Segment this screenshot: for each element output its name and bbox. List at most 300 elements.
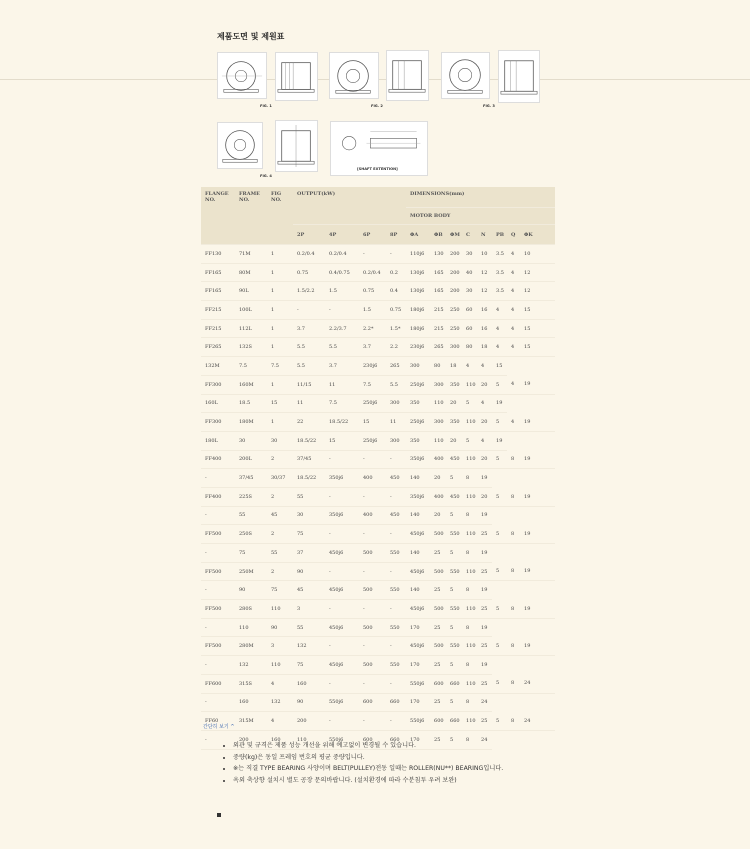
table-cell: - [386, 637, 406, 656]
table-cell: 4 [507, 263, 520, 282]
table-cell: 250M [235, 562, 267, 581]
table-cell: 110 [430, 431, 446, 450]
table-cell: 7.5 [359, 375, 386, 394]
table-cell: - [201, 544, 235, 563]
table-cell: 140 [406, 581, 430, 600]
table-cell: 110 [462, 375, 477, 394]
table-cell: 18 [477, 338, 492, 357]
table-cell: 110 [430, 394, 446, 413]
table-cell: 132 [293, 637, 325, 656]
table-cell: 550j6 [325, 693, 359, 712]
table-cell: 165 [430, 263, 446, 282]
table-cell: - [201, 656, 235, 675]
table-cell: 215 [430, 319, 446, 338]
table-cell: - [386, 450, 406, 469]
table-cell: 300 [386, 394, 406, 413]
table-cell: - [325, 562, 359, 581]
table-cell: 8 [462, 730, 477, 749]
table-cell: - [359, 600, 386, 619]
table-cell: 225S [235, 487, 267, 506]
note-item: • 중량(kg)은 동일 프레임 번호의 평균 중량입니다. [233, 752, 543, 764]
table-row [201, 487, 555, 506]
table-cell: 1 [267, 319, 293, 338]
table-cell: 1.5/2.2 [293, 282, 325, 301]
table-cell: 450j6 [406, 562, 430, 581]
table-cell: 2.2 [386, 338, 406, 357]
table-row [201, 693, 555, 712]
table-cell: - [359, 487, 386, 506]
table-cell: 4 [267, 712, 293, 731]
table-cell: 80 [462, 338, 477, 357]
table-cell: 60 [462, 319, 477, 338]
table-cell: 140 [406, 506, 430, 525]
note-item: • 외관 및 규격은 제품 성능 개선을 위해 예고없이 변경될 수 있습니다. [233, 740, 543, 752]
table-cell: 5 [446, 581, 462, 600]
table-row [201, 674, 555, 693]
table-cell: 550j6 [406, 712, 430, 731]
table-cell: 4 [477, 394, 492, 413]
table-cell: 5 [446, 656, 462, 675]
table-cell: 450 [446, 487, 462, 506]
table-cell: 75 [235, 544, 267, 563]
table-cell: 19 [477, 544, 492, 563]
table-cell: 280M [235, 637, 267, 656]
header-frame: FRAME NO. [235, 187, 267, 245]
table-cell: 80 [430, 357, 446, 376]
table-cell: 550j6 [325, 730, 359, 749]
table-row [201, 245, 555, 264]
table-cell: 5 [446, 730, 462, 749]
collapse-link[interactable]: 간단히 보기 ^ [203, 724, 235, 730]
table-cell: - [386, 712, 406, 731]
table-row [201, 637, 555, 656]
table-cell: 20 [477, 413, 492, 432]
table-cell: 200 [293, 712, 325, 731]
table-cell: - [359, 525, 386, 544]
table-cell: - [359, 245, 386, 264]
table-cell: 1 [267, 338, 293, 357]
table-cell: 110 [235, 618, 267, 637]
table-cell: 15 [520, 338, 555, 357]
table-cell: 170 [406, 656, 430, 675]
table-cell: 15 [492, 357, 507, 376]
fig4-front-view [217, 122, 263, 169]
table-cell: - [201, 469, 235, 488]
header-dim-col: Q [507, 225, 520, 245]
table-cell: 550 [446, 637, 462, 656]
fig2-side-view [386, 50, 429, 101]
table-cell: 24 [477, 730, 492, 749]
table-cell: 550 [386, 656, 406, 675]
table-cell: 2.2* [359, 319, 386, 338]
table-cell: 5 [462, 394, 477, 413]
table-row [201, 282, 555, 301]
table-cell: 8 [507, 712, 520, 731]
table-cell: 5 [492, 712, 507, 731]
table-cell: FF300 [201, 375, 235, 394]
table-row [201, 375, 555, 394]
table-cell: 5 [446, 544, 462, 563]
table-cell: 660 [386, 730, 406, 749]
table-cell: 15 [520, 319, 555, 338]
table-cell: 55 [267, 544, 293, 563]
table-cell: 15 [520, 301, 555, 320]
table-cell: 0.4 [386, 282, 406, 301]
table-cell: 450j6 [325, 544, 359, 563]
table-cell: 90 [293, 693, 325, 712]
table-cell: 315S [235, 674, 267, 693]
table-cell: FF400 [201, 487, 235, 506]
table-cell: 0.75 [293, 263, 325, 282]
table-cell: 110 [462, 637, 477, 656]
table-cell: FF60 [201, 712, 235, 731]
table-cell: 19 [477, 469, 492, 488]
table-cell: 12 [477, 263, 492, 282]
table-cell: 19 [520, 450, 555, 469]
header-dimensions: DIMENSIONS(mm) [406, 187, 555, 208]
table-cell: 1.5 [325, 282, 359, 301]
table-cell: 250 [446, 301, 462, 320]
table-cell: 5.5 [293, 338, 325, 357]
table-cell: 11 [386, 413, 406, 432]
table-cell: 8 [507, 450, 520, 469]
table-cell: 3 [293, 600, 325, 619]
table-cell: 18.5/22 [293, 469, 325, 488]
table-cell: 5 [492, 450, 507, 469]
table-cell: 3.7 [359, 338, 386, 357]
table-cell: 132 [235, 656, 267, 675]
header-dim-col: ΦB [430, 225, 446, 245]
chevron-up-icon: ^ [230, 724, 235, 730]
table-cell: 24 [477, 693, 492, 712]
table-cell: - [325, 487, 359, 506]
table-cell: 300 [430, 413, 446, 432]
table-cell: 25 [430, 730, 446, 749]
table-cell: 4 [507, 413, 520, 432]
table-cell: 350j6 [406, 487, 430, 506]
table-cell: 0.75 [359, 282, 386, 301]
table-cell: - [201, 618, 235, 637]
table-cell: 40 [462, 263, 477, 282]
table-cell: 400 [430, 487, 446, 506]
table-cell: 25 [477, 674, 492, 693]
table-cell: 600 [430, 674, 446, 693]
table-cell: 350 [406, 431, 430, 450]
table-cell: 110 [462, 525, 477, 544]
table-cell: 12 [477, 282, 492, 301]
table-cell: 7.5 [267, 357, 293, 376]
table-cell: 450 [446, 450, 462, 469]
table-cell: 8 [462, 656, 477, 675]
table-cell: 600 [359, 693, 386, 712]
table-cell: 20 [446, 431, 462, 450]
table-cell: 18.5 [235, 394, 267, 413]
table-cell: 0.2/0.4 [359, 263, 386, 282]
table-cell: 1.5 [359, 301, 386, 320]
table-cell: 0.2 [386, 263, 406, 282]
table-cell: 1 [267, 301, 293, 320]
table-cell: 5.5 [386, 375, 406, 394]
fig1-front-view [217, 52, 267, 99]
table-cell: 110 [462, 712, 477, 731]
table-cell: 130 [430, 245, 446, 264]
table-cell: 75 [293, 656, 325, 675]
table-cell: 250j6 [406, 375, 430, 394]
table-row [201, 600, 555, 619]
table-cell: 160L [201, 394, 235, 413]
table-cell: 30 [293, 506, 325, 525]
table-cell: 3.5 [492, 245, 507, 264]
table-cell: 90 [267, 618, 293, 637]
table-cell: 18.5/22 [325, 413, 359, 432]
table-cell: 165 [430, 282, 446, 301]
table-cell: 8 [462, 544, 477, 563]
table-row [201, 431, 555, 450]
table-row [201, 581, 555, 600]
table-cell: 350 [406, 394, 430, 413]
table-cell: 160 [267, 730, 293, 749]
table-cell: 11 [293, 394, 325, 413]
table-row [201, 338, 555, 357]
table-cell: 500 [359, 656, 386, 675]
table-cell: 550 [446, 600, 462, 619]
table-cell: - [386, 562, 406, 581]
table-row [201, 618, 555, 637]
table-cell: 5 [492, 600, 507, 619]
table-cell: 20 [430, 506, 446, 525]
table-cell: 500 [430, 525, 446, 544]
table-cell: - [201, 581, 235, 600]
table-cell: 5 [492, 674, 507, 693]
table-cell: 200 [446, 245, 462, 264]
table-cell: 1 [267, 282, 293, 301]
header-dim-col: ΦM [446, 225, 462, 245]
table-cell: 315M [235, 712, 267, 731]
table-cell: 24 [520, 712, 555, 731]
figure-label: FIG. 4 [260, 174, 272, 178]
table-cell: 5 [492, 525, 507, 544]
table-row [201, 525, 555, 544]
table-cell: 55 [293, 618, 325, 637]
table-cell: 500 [359, 544, 386, 563]
table-cell: - [386, 487, 406, 506]
square-bullet-icon [217, 813, 221, 817]
table-cell: 25 [477, 712, 492, 731]
table-cell: 500 [430, 600, 446, 619]
table-cell: FF500 [201, 562, 235, 581]
table-cell: - [325, 637, 359, 656]
table-cell: 0.75 [386, 301, 406, 320]
table-cell: 16 [477, 319, 492, 338]
table-cell: 300 [386, 431, 406, 450]
table-cell: 200 [446, 263, 462, 282]
table-cell: 130j6 [406, 263, 430, 282]
table-cell: 550j6 [406, 674, 430, 693]
table-cell: 450 [386, 469, 406, 488]
table-cell: 132 [267, 693, 293, 712]
header-output: OUTPUT(kW) [293, 187, 406, 225]
table-cell: 15 [325, 431, 359, 450]
table-cell: 5.5 [293, 357, 325, 376]
table-cell: 450j6 [406, 637, 430, 656]
table-cell: 4 [492, 301, 507, 320]
table-cell: 200 [446, 282, 462, 301]
fig3-front-view [441, 52, 490, 99]
table-cell: 19 [477, 618, 492, 637]
table-cell: 20 [430, 469, 446, 488]
table-cell: 5 [446, 693, 462, 712]
table-cell: 5 [492, 487, 507, 506]
table-row [201, 712, 555, 731]
table-cell: 180L [201, 431, 235, 450]
table-cell: 1 [267, 413, 293, 432]
table-row [201, 656, 555, 675]
table-cell: 11/15 [293, 375, 325, 394]
table-cell: 8 [462, 581, 477, 600]
table-cell: 110 [462, 450, 477, 469]
table-cell: 25 [477, 600, 492, 619]
table-cell: 30 [462, 245, 477, 264]
table-cell: - [386, 525, 406, 544]
table-cell: 2.2/3.7 [325, 319, 359, 338]
table-cell: 37 [293, 544, 325, 563]
table-cell: 3.5 [492, 263, 507, 282]
table-cell: 250j6 [359, 431, 386, 450]
table-cell: FF600 [201, 674, 235, 693]
notes-list [224, 740, 543, 786]
table-cell: 600 [430, 712, 446, 731]
table-cell: 37/45 [235, 469, 267, 488]
spec-table [201, 187, 555, 750]
table-cell: 230j6 [406, 338, 430, 357]
table-cell: 4 [477, 357, 492, 376]
table-cell: 19 [492, 394, 507, 413]
table-row [201, 301, 555, 320]
table-row [201, 469, 555, 488]
table-cell: - [386, 674, 406, 693]
header-flange: FLANGE NO. [201, 187, 235, 245]
table-cell: 4 [462, 357, 477, 376]
header-output-col: 4P [325, 225, 359, 245]
table-cell: 215 [430, 301, 446, 320]
table-cell: 160 [235, 693, 267, 712]
table-cell: 180j6 [406, 319, 430, 338]
table-cell: 19 [477, 506, 492, 525]
table-cell: 550 [446, 525, 462, 544]
figure-label: FIG. 1 [260, 104, 272, 108]
table-cell: FF500 [201, 525, 235, 544]
table-cell: - [325, 301, 359, 320]
table-cell: 350 [446, 375, 462, 394]
page-title: 제품도면 및 제원표 [217, 32, 285, 41]
table-cell: 450 [386, 506, 406, 525]
table-cell: 60 [462, 301, 477, 320]
table-cell: 1.5* [386, 319, 406, 338]
table-cell: 350 [446, 413, 462, 432]
table-cell: 660 [446, 712, 462, 731]
table-cell: 4 [507, 301, 520, 320]
table-cell: 5 [446, 469, 462, 488]
table-cell: 19 [520, 413, 555, 432]
table-cell: 5 [446, 618, 462, 637]
table-cell: 19 [520, 375, 555, 394]
table-cell: 0.2/0.4 [325, 245, 359, 264]
table-cell: 7.5 [325, 394, 359, 413]
table-cell: 500 [359, 581, 386, 600]
table-cell: 400 [430, 450, 446, 469]
table-cell: 100L [235, 301, 267, 320]
table-row [201, 319, 555, 338]
table-cell: 450j6 [325, 581, 359, 600]
table-cell: FF165 [201, 282, 235, 301]
note-item: • 옥외 축상향 설치시 별도 공장 문의바랍니다. (설치환경에 따라 수분침투 우려 보완) [233, 775, 543, 787]
table-cell: - [359, 712, 386, 731]
table-cell: 19 [520, 487, 555, 506]
table-cell: 110 [462, 600, 477, 619]
header-dim-col: N [477, 225, 492, 245]
table-cell: 19 [520, 637, 555, 656]
table-row [201, 263, 555, 282]
table-cell: 3.7 [325, 357, 359, 376]
table-cell: 140 [406, 544, 430, 563]
table-cell: 110 [462, 562, 477, 581]
table-row [201, 413, 555, 432]
table-cell: 10 [477, 245, 492, 264]
table-cell: 660 [446, 674, 462, 693]
header-fig: FIG NO. [267, 187, 293, 245]
table-row [201, 562, 555, 581]
figure-label: [SHAFT EXTENTION] [357, 167, 398, 171]
table-cell: - [359, 450, 386, 469]
table-cell: 110 [462, 487, 477, 506]
table-cell: FF215 [201, 301, 235, 320]
table-cell: 8 [462, 693, 477, 712]
table-cell: 25 [430, 656, 446, 675]
table-cell: 5 [492, 562, 507, 581]
table-cell: 3.5 [492, 282, 507, 301]
table-cell: FF165 [201, 263, 235, 282]
table-cell: 2 [267, 525, 293, 544]
table-row [201, 506, 555, 525]
table-cell: 160M [235, 375, 267, 394]
table-cell: - [201, 693, 235, 712]
table-cell: 45 [267, 506, 293, 525]
table-cell: 18.5/22 [293, 431, 325, 450]
table-cell: 5 [492, 637, 507, 656]
table-cell: 20 [477, 375, 492, 394]
table-cell: 1 [267, 263, 293, 282]
table-cell: 500 [359, 618, 386, 637]
table-cell: 80M [235, 263, 267, 282]
table-cell: - [359, 674, 386, 693]
table-cell: 250j6 [406, 413, 430, 432]
table-cell: 25 [477, 562, 492, 581]
table-cell: 7.5 [235, 357, 267, 376]
table-cell: - [201, 730, 235, 749]
table-cell: 25 [430, 693, 446, 712]
table-cell: 450j6 [325, 656, 359, 675]
table-cell: FF130 [201, 245, 235, 264]
table-cell: 600 [359, 730, 386, 749]
header-output-col: 2P [293, 225, 325, 245]
table-cell: FF400 [201, 450, 235, 469]
table-cell: 90 [235, 581, 267, 600]
header-dim-col: PB [492, 225, 507, 245]
table-cell: 45 [293, 581, 325, 600]
table-cell: 180j6 [406, 301, 430, 320]
fig3-side-view [498, 50, 540, 103]
table-cell: 18 [446, 357, 462, 376]
